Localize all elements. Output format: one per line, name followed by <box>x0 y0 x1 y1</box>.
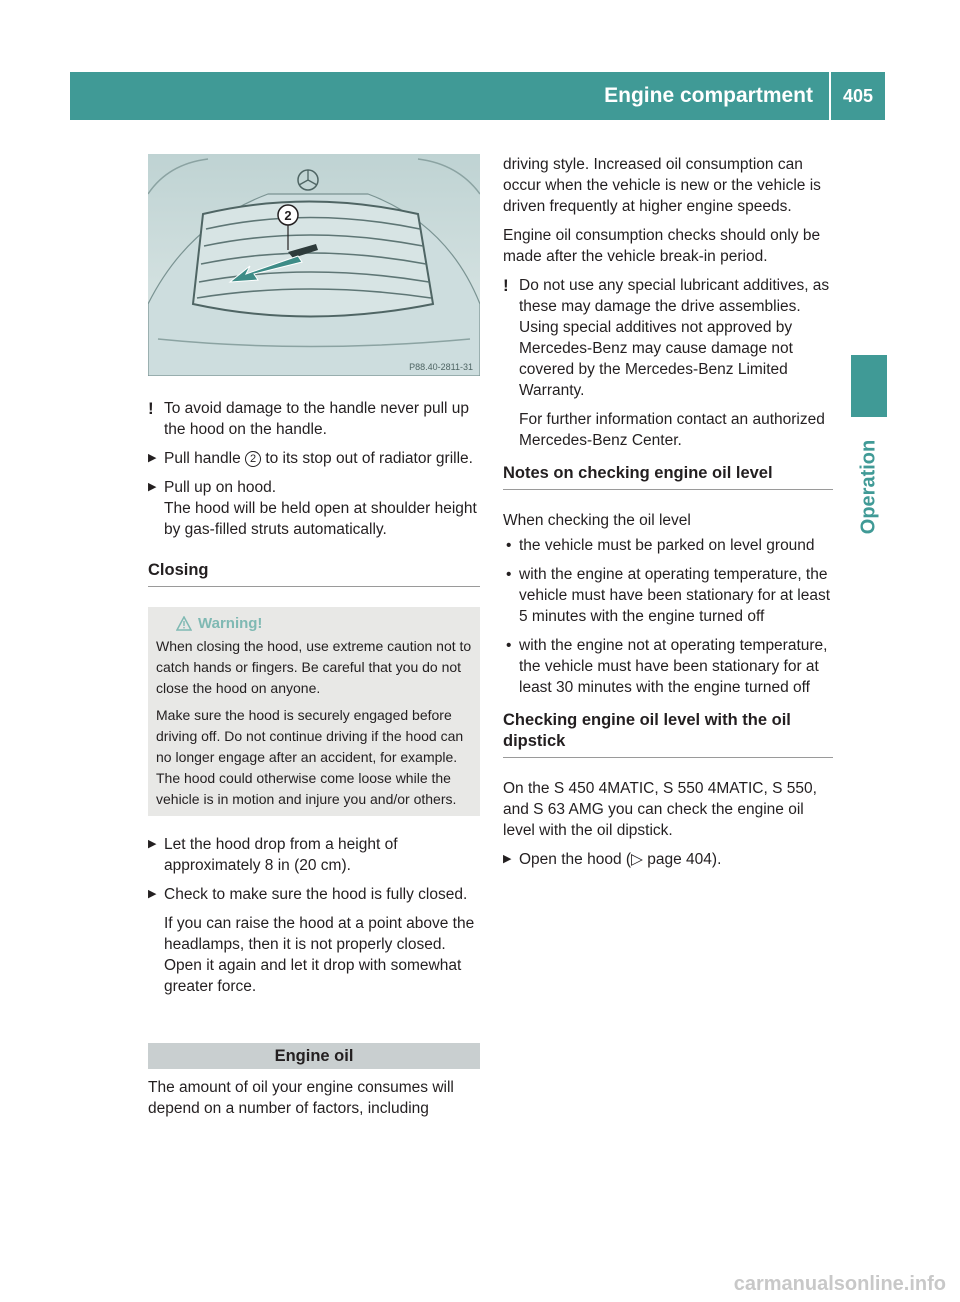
page-number: 405 <box>842 86 874 106</box>
warning-triangle-icon <box>176 616 192 631</box>
left-column <box>148 154 480 1119</box>
chapter-label: Operation <box>857 439 880 535</box>
illustration-code: P88.40-2811-31 <box>409 362 473 372</box>
paragraph: When checking the oil level <box>503 512 691 529</box>
step-arrow-icon: ▶ <box>148 452 157 464</box>
notice-text: To avoid damage to the handle never pull up the hood on the handle. <box>164 400 470 438</box>
engine-oil-text: The amount of oil your engine consumes will depend on a number of factors, including <box>148 1079 454 1117</box>
heading-closing: Closing <box>148 560 480 587</box>
hood-release-illustration <box>148 154 480 376</box>
warning-text: When closing the hood, use extreme caution not to catch hands or fingers. Be careful that you do not close the hood on anyone. <box>156 638 472 696</box>
warning-text: Make sure the hood is securely engaged before driving off. Do not continue driving if the hood can no longer engage after an accident, for example. The hood could otherwise come loose while the vehicle is in motion and injure you and/or others. <box>156 707 464 807</box>
step-pull-up-hood: ▶ Pull up on hood. The hood will be held open at shoulder height by gas-filled struts automatically. <box>148 479 477 538</box>
watermark: carmanualsonline.info <box>733 1273 946 1295</box>
heading-notes-oil-level: Notes on checking engine oil level <box>503 463 833 490</box>
notice-text: Do not use any special lubricant additives, as these may damage the drive assemblies. Using special additives not approved by Mercedes-Benz may cause damage not covered by the Mercedes-Benz Limited Warranty. <box>519 277 830 399</box>
header-bar <box>70 72 885 120</box>
heading-engine-oil: Engine oil <box>148 1043 480 1069</box>
step-open-hood: ▶ Open the hood (▷ page 404). <box>503 851 722 868</box>
page-reference-arrow-icon: ▷ <box>631 851 643 868</box>
illustration-callout: 2 <box>284 208 292 223</box>
warning-box <box>148 607 480 816</box>
paragraph: driving style. Increased oil consumption can occur when the vehicle is new or the vehicle is driven frequently at higher engine speeds. <box>503 156 821 215</box>
notice-mark: ! <box>503 276 509 295</box>
heading-dipstick: Checking engine oil level with the oil dipstick <box>503 710 833 758</box>
right-column <box>503 154 833 878</box>
step-check-closed: ▶ Check to make sure the hood is fully closed. If you can raise the hood at a point above the headlamps, then it is not properly closed. Open it again and let it drop with somewhat greater force. <box>148 886 475 995</box>
notice-mark: ! <box>148 399 154 418</box>
notice-followup: For further information contact an authorized Mercedes-Benz Center. <box>519 411 825 449</box>
notice-additives <box>503 275 833 451</box>
warning-title: Warning! <box>198 615 263 632</box>
step-arrow-icon: ▶ <box>148 481 157 493</box>
list-item: • the vehicle must be parked on level ground <box>506 537 815 554</box>
step-drop-hood: ▶ Let the hood drop from a height of approximately 8 in (20 cm). <box>148 836 398 874</box>
step-arrow-icon: ▶ <box>503 853 512 865</box>
chapter-tab <box>851 355 887 417</box>
callout-2: 2 <box>245 451 261 467</box>
notice-handle <box>148 398 480 440</box>
paragraph: Engine oil consumption checks should only be made after the vehicle break-in period. <box>503 227 821 265</box>
list-item: • with the engine at operating temperature, the vehicle must have been stationary for at least 5 minutes with the engine turned off <box>506 566 831 625</box>
step-pull-handle: ▶ Pull handle 2 to its stop out of radiator grille. <box>148 450 473 467</box>
page-section-title: Engine compartment <box>604 84 813 107</box>
paragraph: On the S 450 4MATIC, S 550 4MATIC, S 550, and S 63 AMG you can check the engine oil level with the oil dipstick. <box>503 780 817 839</box>
step-arrow-icon: ▶ <box>148 838 157 850</box>
step-arrow-icon: ▶ <box>148 888 157 900</box>
list-item: • with the engine not at operating temperature, the vehicle must have been stationary for at least 30 minutes with the engine turned off <box>506 637 828 696</box>
page-reference-link[interactable]: page 404). <box>642 851 722 868</box>
